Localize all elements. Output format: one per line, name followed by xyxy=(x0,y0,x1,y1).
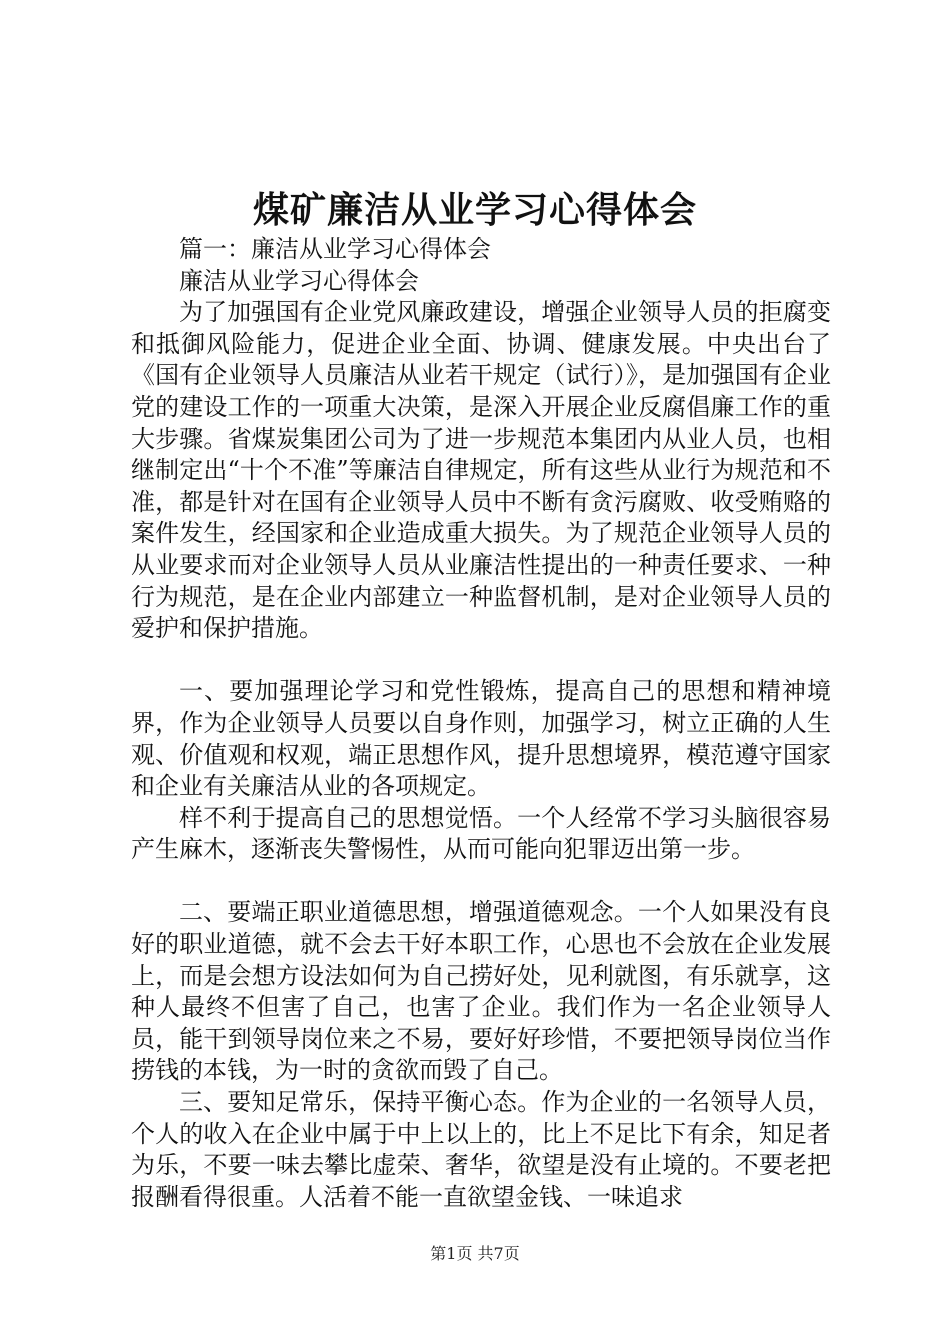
document-title: 煤矿廉洁从业学习心得体会 xyxy=(252,189,697,231)
intro-paragraph: 为了加强国有企业党风廉政建设，增强企业领导人员的拒腐变和抵御风险能力，促进企业全面、协调、健康发展。中央出台了《国有企业领导人员廉洁从业若干规定（试行）》，是加强国有企业党的建设工作的一项重大决策，是深入开展企业反腐倡廉工作的重大步骤。省煤炭集团公司为了进一步规范本集团内从业人员，也相继制定出“十个不准”等廉洁自律规定，所有这些从业行为规范和不准，都是针对在国有企业领导人员中不断有贪污腐败、收受贿赂的案件发生，经国家和企业造成重大损失。为了规范企业领导人员的从业要求而对企业领导人员从业廉洁性提出的一种责任要求、一种行为规范，是在企业内部建立一种监督机制，是对企业领导人员的爱护和保护措施。 xyxy=(131,298,831,643)
paragraph-point-three: 三、要知足常乐，保持平衡心态。作为企业的一名领导人员，个人的收入在企业中属于中上以上的，比上不足比下有余，知足者为乐，不要一味去攀比虚荣、奢华，欲望是没有止境的。不要老把报酬看得很重。人活着不能一直欲望金钱、一味追求 xyxy=(131,1088,831,1211)
section-heading: 篇一：廉洁从业学习心得体会 xyxy=(179,235,491,263)
document-body xyxy=(131,234,831,1213)
subtitle: 廉洁从业学习心得体会 xyxy=(179,266,419,295)
paragraph-point-two: 二、要端正职业道德思想，增强道德观念。一个人如果没有良好的职业道德，就不会去干好本职工作，心思也不会放在企业发展上，而是会想方设法如何为自己捞好处，见利就图，有乐就享，这种人最终不但害了自己，也害了企业。我们作为一名企业领导人员，能干到领导岗位来之不易，要好好珍惜，不要把领导岗位当作捞钱的本钱，为一时的贪欲而毁了自己。 xyxy=(131,898,831,1085)
page-number: 第1页 共7页 xyxy=(430,1244,520,1263)
paragraph-point-one: 一、要加强理论学习和党性锻炼，提高自己的思想和精神境界，作为企业领导人员要以自身作则，加强学习，树立正确的人生观、价值观和权观，端正思想作风，提升思想境界，模范遵守国家和企业有关廉洁从业的各项规定。 xyxy=(131,677,831,801)
paragraph-continuation: 样不利于提高自己的思想觉悟。一个人经常不学习头脑很容易产生麻木，逐渐丧失警惕性，从而可能向犯罪迈出第一步。 xyxy=(131,803,831,864)
